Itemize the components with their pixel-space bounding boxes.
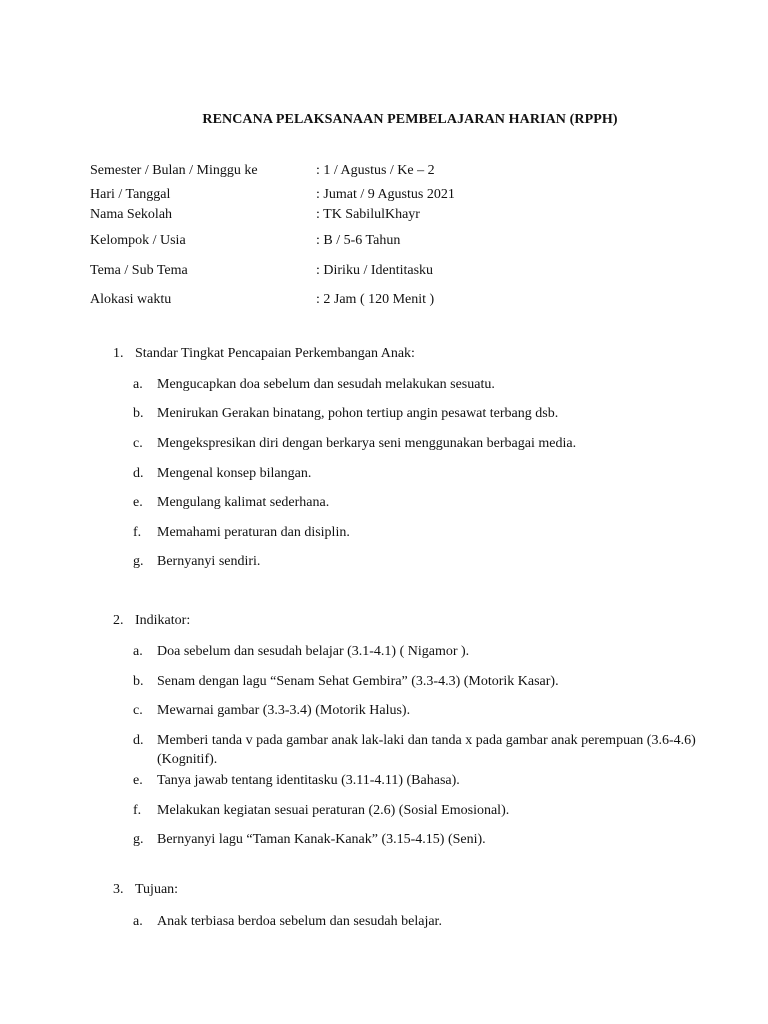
- item-letter: d.: [133, 733, 144, 748]
- item-letter: f.: [133, 803, 142, 818]
- info-value: : Diriku / Identitasku: [316, 263, 434, 278]
- section-heading-tujuan: [113, 882, 178, 898]
- info-label: Alokasi waktu: [90, 292, 172, 307]
- info-row-date: [90, 187, 690, 207]
- item-letter: a.: [133, 644, 143, 659]
- info-row-time: [90, 292, 690, 312]
- info-row-group: [90, 233, 690, 253]
- item-text: Mengulang kalimat sederhana.: [157, 495, 330, 510]
- item-letter: d.: [133, 466, 144, 481]
- info-value: : 2 Jam ( 120 Menit ): [316, 292, 435, 307]
- item-letter: b.: [133, 406, 144, 421]
- item-letter: e.: [133, 495, 143, 510]
- item-text: Mewarnai gambar (3.3-3.4) (Motorik Halus).: [157, 703, 411, 718]
- section-title: Indikator:: [135, 613, 191, 628]
- item-letter: c.: [133, 436, 143, 451]
- item-text: Bernyanyi lagu “Taman Kanak-Kanak” (3.15-4.15) (Seni).: [157, 832, 486, 847]
- item-letter: b.: [133, 674, 144, 689]
- info-row-theme: [90, 263, 690, 283]
- section-heading-indikator: [113, 613, 190, 629]
- item-letter: c.: [133, 703, 143, 718]
- item-text: Mengucapkan doa sebelum dan sesudah melakukan sesuatu.: [157, 377, 495, 392]
- info-row-semester: [90, 163, 690, 183]
- section-title: Tujuan:: [135, 882, 179, 897]
- item-text: Bernyanyi sendiri.: [157, 554, 261, 569]
- item-text: Anak terbiasa berdoa sebelum dan sesudah belajar.: [157, 914, 442, 929]
- item-text: Memberi tanda v pada gambar anak lak-laki dan tanda x pada gambar anak perempuan (3.6-4.6) (Kognitif).: [157, 733, 696, 767]
- info-label: Semester / Bulan / Minggu ke: [90, 163, 258, 178]
- section-number: 2.: [113, 613, 124, 628]
- item-text: Senam dengan lagu “Senam Sehat Gembira” (3.3-4.3) (Motorik Kasar).: [157, 674, 559, 689]
- item-text: Memahami peraturan dan disiplin.: [157, 525, 350, 540]
- info-value: : B / 5-6 Tahun: [316, 233, 401, 248]
- info-value: : Jumat / 9 Agustus 2021: [316, 187, 455, 202]
- item-text: Mengekspresikan diri dengan berkarya seni menggunakan berbagai media.: [157, 436, 577, 451]
- item-letter: f.: [133, 525, 142, 540]
- section-title: Standar Tingkat Pencapaian Perkembangan Anak:: [135, 346, 415, 361]
- item-letter: a.: [133, 914, 143, 929]
- section-number: 1.: [113, 346, 124, 361]
- item-text: Mengenal konsep bilangan.: [157, 466, 312, 481]
- info-label: Hari / Tanggal: [90, 187, 171, 202]
- section-heading-stppa: [113, 346, 415, 362]
- section-number: 3.: [113, 882, 124, 897]
- info-label: Nama Sekolah: [90, 207, 173, 222]
- info-label: Tema / Sub Tema: [90, 263, 188, 278]
- item-letter: e.: [133, 773, 143, 788]
- info-value: : TK SabilulKhayr: [316, 207, 420, 222]
- info-label: Kelompok / Usia: [90, 233, 186, 248]
- item-letter: g.: [133, 832, 144, 847]
- document-title: RENCANA PELAKSANAAN PEMBELAJARAN HARIAN (RPPH): [202, 112, 618, 127]
- item-letter: g.: [133, 554, 144, 569]
- info-row-school: [90, 207, 690, 227]
- item-text: Menirukan Gerakan binatang, pohon tertiup angin pesawat terbang dsb.: [157, 406, 559, 421]
- item-letter: a.: [133, 377, 143, 392]
- item-text: Tanya jawab tentang identitasku (3.11-4.11) (Bahasa).: [157, 773, 460, 788]
- item-text: Melakukan kegiatan sesuai peraturan (2.6) (Sosial Emosional).: [157, 803, 510, 818]
- info-value: : 1 / Agustus / Ke – 2: [316, 163, 435, 178]
- item-text: Doa sebelum dan sesudah belajar (3.1-4.1) ( Nigamor ).: [157, 644, 470, 659]
